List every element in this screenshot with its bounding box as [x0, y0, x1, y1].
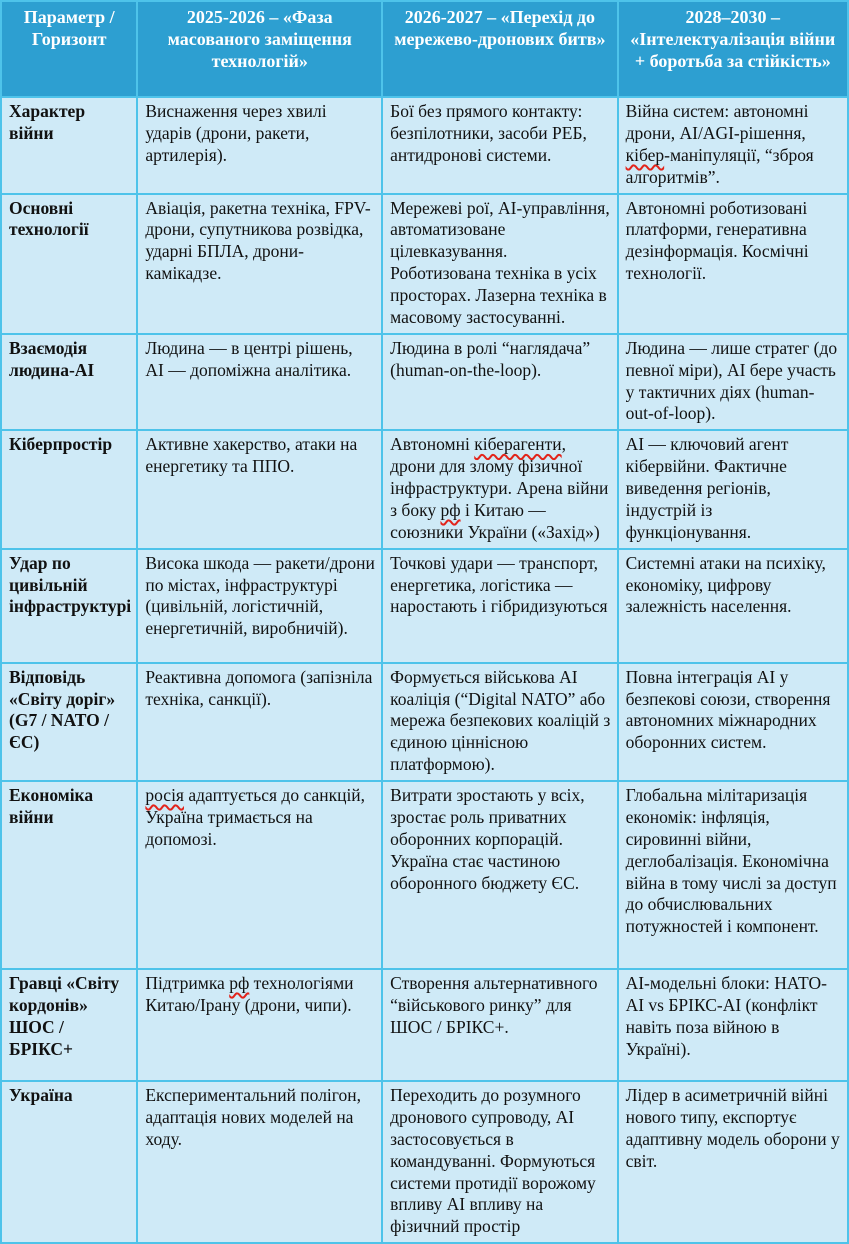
table-cell — [137, 194, 382, 334]
table-cell — [382, 194, 617, 334]
cell-text: AI-модельні блоки: НАТО-AI vs БРІКС-AI (конфлікт навіть поза війною в Україні). — [625, 973, 827, 1059]
cell-text: Системні атаки на психіку, економіку, цифрову залежність населення. — [625, 552, 826, 617]
table-row — [1, 549, 848, 663]
misspelled-word: росія — [145, 785, 184, 805]
column-header-parameter: Параметр / Горизонт — [1, 1, 137, 97]
cell-text: Переходить до розумного дронового супроводу, AI застосовується в командуванні. Формуються системи протидії ворожому впливу AI впливу на фізичний простір — [390, 1085, 596, 1237]
table-cell — [618, 430, 848, 548]
table-cell — [382, 781, 617, 969]
table-header — [1, 1, 848, 97]
table-cell — [618, 781, 848, 969]
cell-text: AI — ключовий агент кібервійни. Фактичне виведення регіонів, індустрій із функціонування. — [625, 434, 789, 542]
row-parameter-label: Відповідь «Світу доріг» (G7 / NATO / ЄС) — [1, 663, 137, 781]
cell-text: Людина — в центрі рішень, AI — допоміжна аналітика. — [145, 337, 353, 380]
table-cell — [137, 969, 382, 1081]
table-row — [1, 97, 848, 194]
table-cell — [618, 1081, 848, 1243]
table-cell — [137, 430, 382, 548]
table-cell — [137, 663, 382, 781]
table-cell — [382, 430, 617, 548]
table-cell — [382, 549, 617, 663]
misspelled-word: рф — [229, 973, 250, 993]
misspelled-word: рф — [440, 499, 461, 520]
row-parameter-label: Удар по цивільній інфраструктурі — [1, 549, 137, 663]
cell-text: Людина в ролі “наглядача” (human-on-the-loop). — [390, 337, 591, 380]
table-row — [1, 334, 848, 431]
table-row — [1, 1081, 848, 1243]
table-cell — [382, 1081, 617, 1243]
cell-text: і Китаю — союзники України («Захід») — [390, 499, 600, 542]
table-cell — [618, 334, 848, 431]
table-cell — [137, 781, 382, 969]
column-header-2028-2030: 2028–2030 – «Інтелектуалізація війни + боротьба за стійкість» — [618, 1, 848, 97]
table-cell — [382, 334, 617, 431]
header-row — [1, 1, 848, 97]
cell-text: Війна систем: автономні дрони, AI/AGI-рішення, — [625, 101, 809, 143]
table-cell — [137, 97, 382, 194]
cell-text: технологіями Китаю/Ірану (дрони, чипи). — [145, 973, 354, 1015]
table-cell — [618, 97, 848, 194]
table-cell — [382, 97, 617, 194]
cell-text: Автономні роботизовані платформи, генеративна дезінформація. Космічні технології. — [625, 197, 809, 284]
row-parameter-label: Характер війни — [1, 97, 137, 194]
table-cell — [618, 549, 848, 663]
cell-text: -маніпуляції, “зброя алгоритмів”. — [625, 144, 814, 187]
cell-text: Витрати зростають у всіх, зростає роль приватних оборонних корпорацій. Україна стає частиною оборонного бюджету ЄС. — [390, 785, 585, 893]
cell-text: Висока шкода — ракети/дрони по містах, інфраструктурі (цивільній, логістичній, енергетичній, виробничій). — [145, 552, 375, 639]
misspelled-word: кібер — [625, 144, 665, 165]
table-cell — [382, 969, 617, 1081]
cell-text: Підтримка — [145, 973, 230, 993]
column-header-2025-2026: 2025-2026 – «Фаза масованого заміщення технологій» — [137, 1, 382, 97]
cell-text: Людина — лише стратег (до певної міри), AI бере участь у тактичних діях (human-out-of-loop). — [625, 337, 838, 424]
table-row — [1, 430, 848, 548]
table-cell — [382, 663, 617, 781]
cell-text: Бої без прямого контакту: безпілотники, засоби РЕБ, антидронові системи. — [390, 101, 587, 165]
table-row — [1, 969, 848, 1081]
row-parameter-label: Кіберпростір — [1, 430, 137, 548]
cell-text: Глобальна мілітаризація економік: інфляція, сировинні війни, деглобалізація. Економічна війна в тому числі за доступ до обчислювальних потужностей і компонент. — [625, 785, 837, 937]
row-parameter-label: Взаємодія людина-AI — [1, 334, 137, 431]
cell-text: Автономні — [390, 434, 475, 455]
table-cell — [137, 334, 382, 431]
row-parameter-label: Економіка війни — [1, 781, 137, 969]
row-parameter-label: Основні технології — [1, 194, 137, 334]
cell-text: Виснаження через хвилі ударів (дрони, ракети, артилерія). — [145, 101, 327, 165]
table-cell — [618, 194, 848, 334]
misspelled-word: кіберагенти — [474, 434, 562, 455]
cell-text: Повна інтеграція AI у безпекові союзи, створення автономних міжнародних оборонних систем. — [625, 666, 831, 753]
cell-text: Експериментальний полігон, адаптація нових моделей на ходу. — [145, 1085, 362, 1149]
cell-text: Лідер в асиметричній війні нового типу, експортує адаптивну модель оборони у світ. — [625, 1085, 840, 1171]
table-row — [1, 663, 848, 781]
table-row — [1, 194, 848, 334]
column-header-2026-2027: 2026-2027 – «Перехід до мережево-дронових битв» — [382, 1, 617, 97]
cell-text: Реактивна допомога (запізніла техніка, санкції). — [145, 666, 373, 709]
row-parameter-label: Гравці «Світу кордонів» ШОС / БРІКС+ — [1, 969, 137, 1081]
cell-text: , дрони для злому фізичної інфраструктури. Арена війни з боку — [390, 434, 609, 520]
cell-text: Активне хакерство, атаки на енергетику та ППО. — [145, 434, 358, 477]
table-cell — [618, 663, 848, 781]
table-cell — [137, 549, 382, 663]
cell-text: Створення альтернативного “військового ринку” для ШОС / БРІКС+. — [390, 973, 598, 1037]
table-body — [1, 97, 848, 1243]
cell-text: адаптується до санкцій, Україна тримається на допомозі. — [145, 785, 366, 849]
cell-text: Формується військова AI коаліція (“Digital NATO” або мережа безпекових коаліцій з єдиною ціннісною платформою). — [390, 666, 611, 775]
table-cell — [618, 969, 848, 1081]
table-row — [1, 781, 848, 969]
table-cell — [137, 1081, 382, 1243]
cell-text: Авіація, ракетна техніка, FPV-дрони, супутникова розвідка, ударні БПЛА, дрони-камікадзе. — [145, 197, 371, 284]
row-parameter-label: Україна — [1, 1081, 137, 1243]
cell-text: Точкові удари — транспорт, енергетика, логістика — наростають і гібридизуються — [390, 552, 608, 617]
cell-text: Мережеві рої, AI-управління, автоматизоване цілевказування. Роботизована техніка в усіх просторах. Лазерна техніка в масовому застосуванні. — [390, 197, 610, 327]
